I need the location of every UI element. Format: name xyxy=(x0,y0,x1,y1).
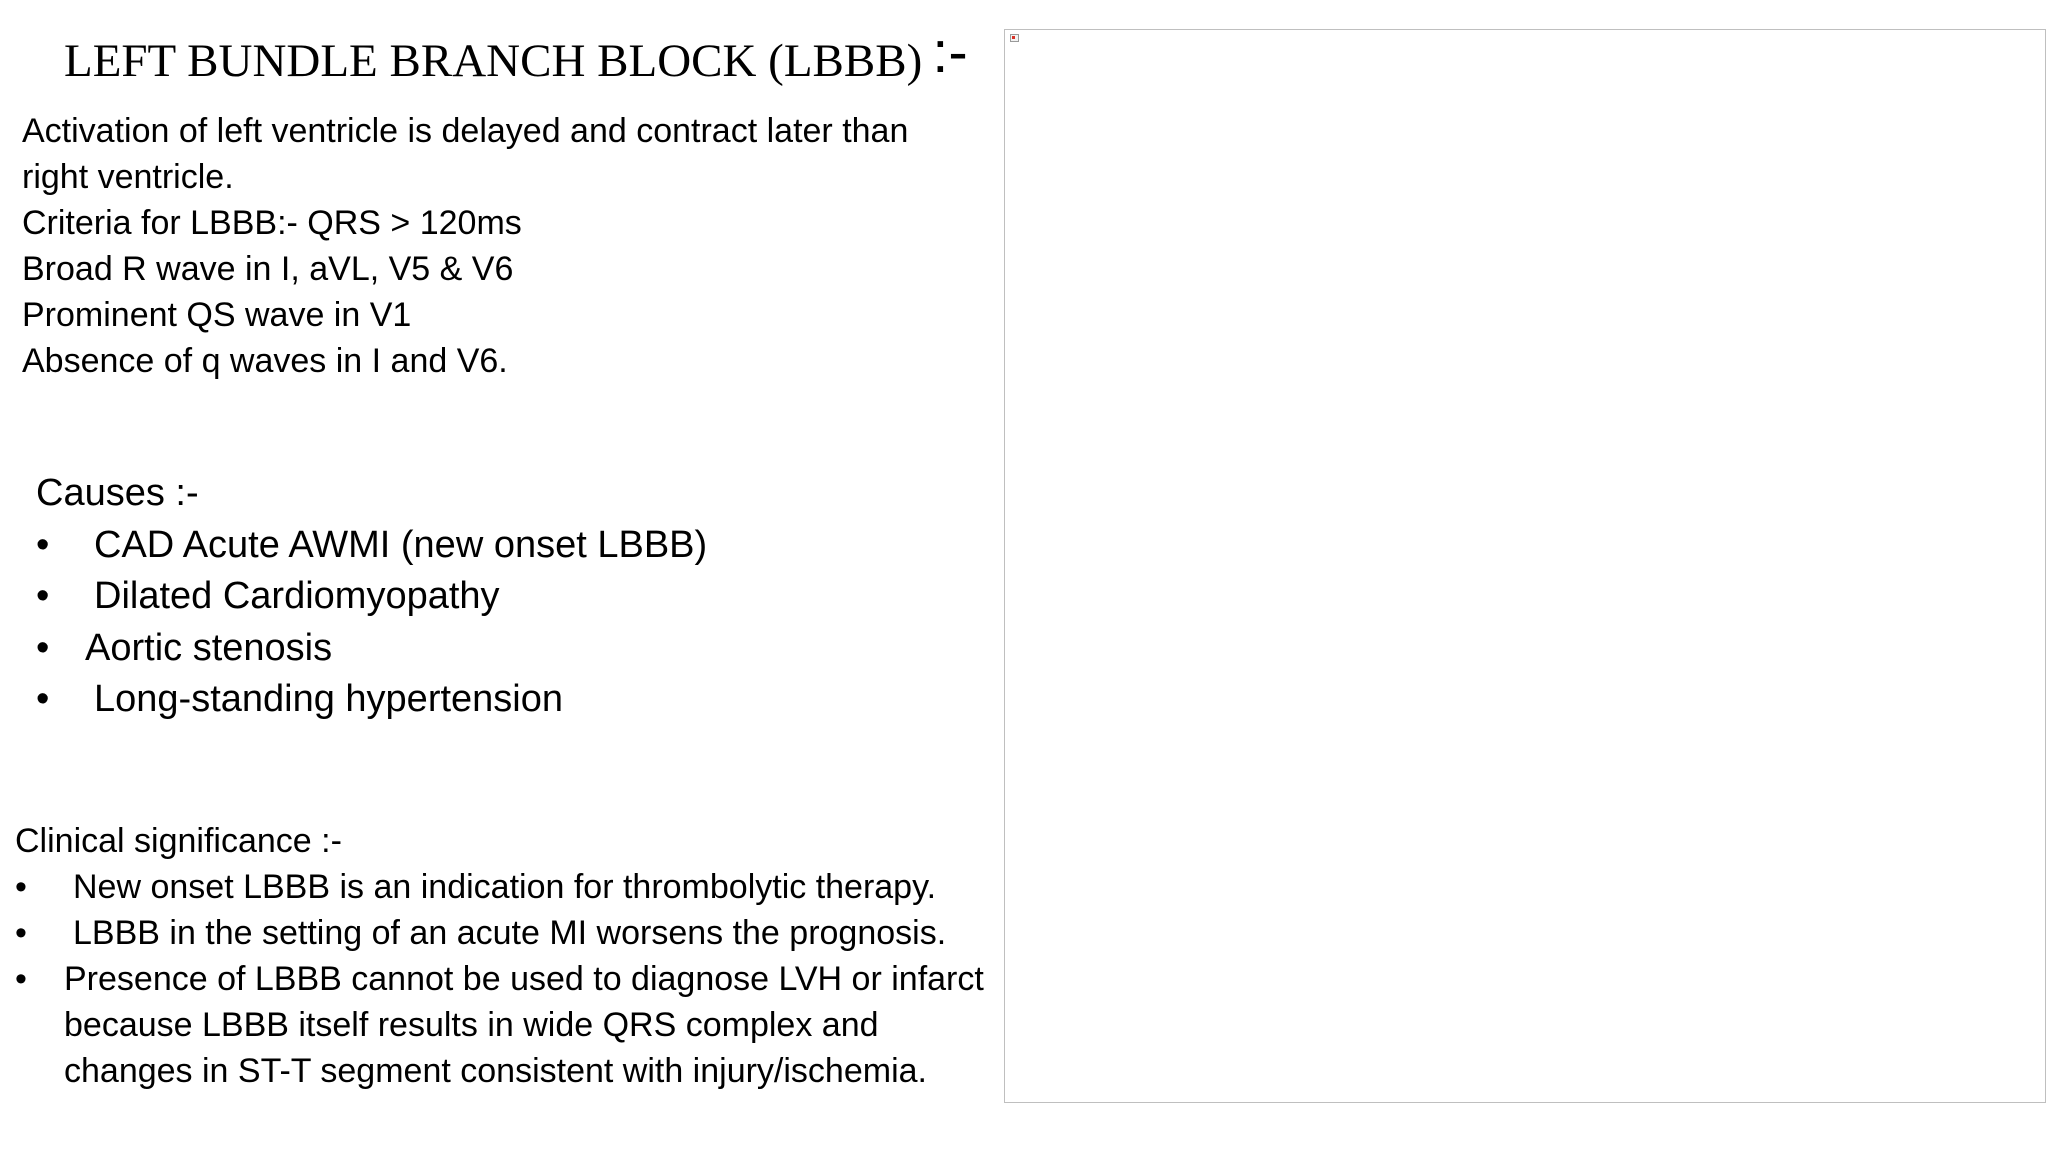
slide-title-text: LEFT BUNDLE BRANCH BLOCK (LBBB) xyxy=(64,35,923,87)
list-item-text: Dilated Cardiomyopathy xyxy=(94,575,500,617)
list-item xyxy=(36,571,936,623)
intro-line: Activation of left ventricle is delayed and contract later than right ventricle. xyxy=(22,112,909,196)
clinical-significance-section xyxy=(15,818,1005,1094)
bullet: • xyxy=(15,914,27,952)
causes-heading: Causes :- xyxy=(36,472,199,514)
intro-line: Broad R wave in I, aVL, V5 & V6 xyxy=(22,250,514,288)
list-item-text: Long-standing hypertension xyxy=(94,678,564,720)
bullet: • xyxy=(15,868,27,906)
broken-image-icon xyxy=(1010,34,1019,42)
bullet: • xyxy=(36,626,50,669)
slide-title-suffix: :- xyxy=(932,20,968,85)
slide-title xyxy=(64,22,968,92)
clinical-list xyxy=(15,864,1005,1094)
intro-line: Criteria for LBBB:- QRS > 120ms xyxy=(22,204,522,242)
causes-section xyxy=(36,468,936,726)
list-item-text: LBBB in the setting of an acute MI worsens the prognosis. xyxy=(73,914,947,952)
list-item xyxy=(15,864,1005,910)
list-item xyxy=(36,520,936,572)
bullet: • xyxy=(36,678,50,720)
causes-list xyxy=(36,520,936,726)
list-item xyxy=(36,674,936,726)
intro-line: Prominent QS wave in V1 xyxy=(22,296,412,334)
bullet: • xyxy=(36,575,50,617)
intro-text-block xyxy=(22,108,982,384)
bullet: • xyxy=(36,523,50,566)
intro-line: Absence of q waves in I and V6. xyxy=(22,342,508,380)
clinical-heading: Clinical significance :- xyxy=(15,822,342,860)
list-item xyxy=(15,910,1005,956)
list-item-text: Presence of LBBB cannot be used to diagnose LVH or infarct because LBBB itself results in wide QRS complex and changes in ST-T segment consistent with injury/ischemia. xyxy=(64,960,984,1090)
list-item-text: Aortic stenosis xyxy=(85,626,333,669)
list-item xyxy=(15,956,1005,1094)
list-item-text: New onset LBBB is an indication for thrombolytic therapy. xyxy=(73,868,937,906)
bullet: • xyxy=(15,960,27,998)
list-item-text: CAD Acute AWMI (new onset LBBB) xyxy=(94,523,708,566)
list-item xyxy=(36,623,936,675)
ecg-image-placeholder xyxy=(1004,29,2046,1103)
